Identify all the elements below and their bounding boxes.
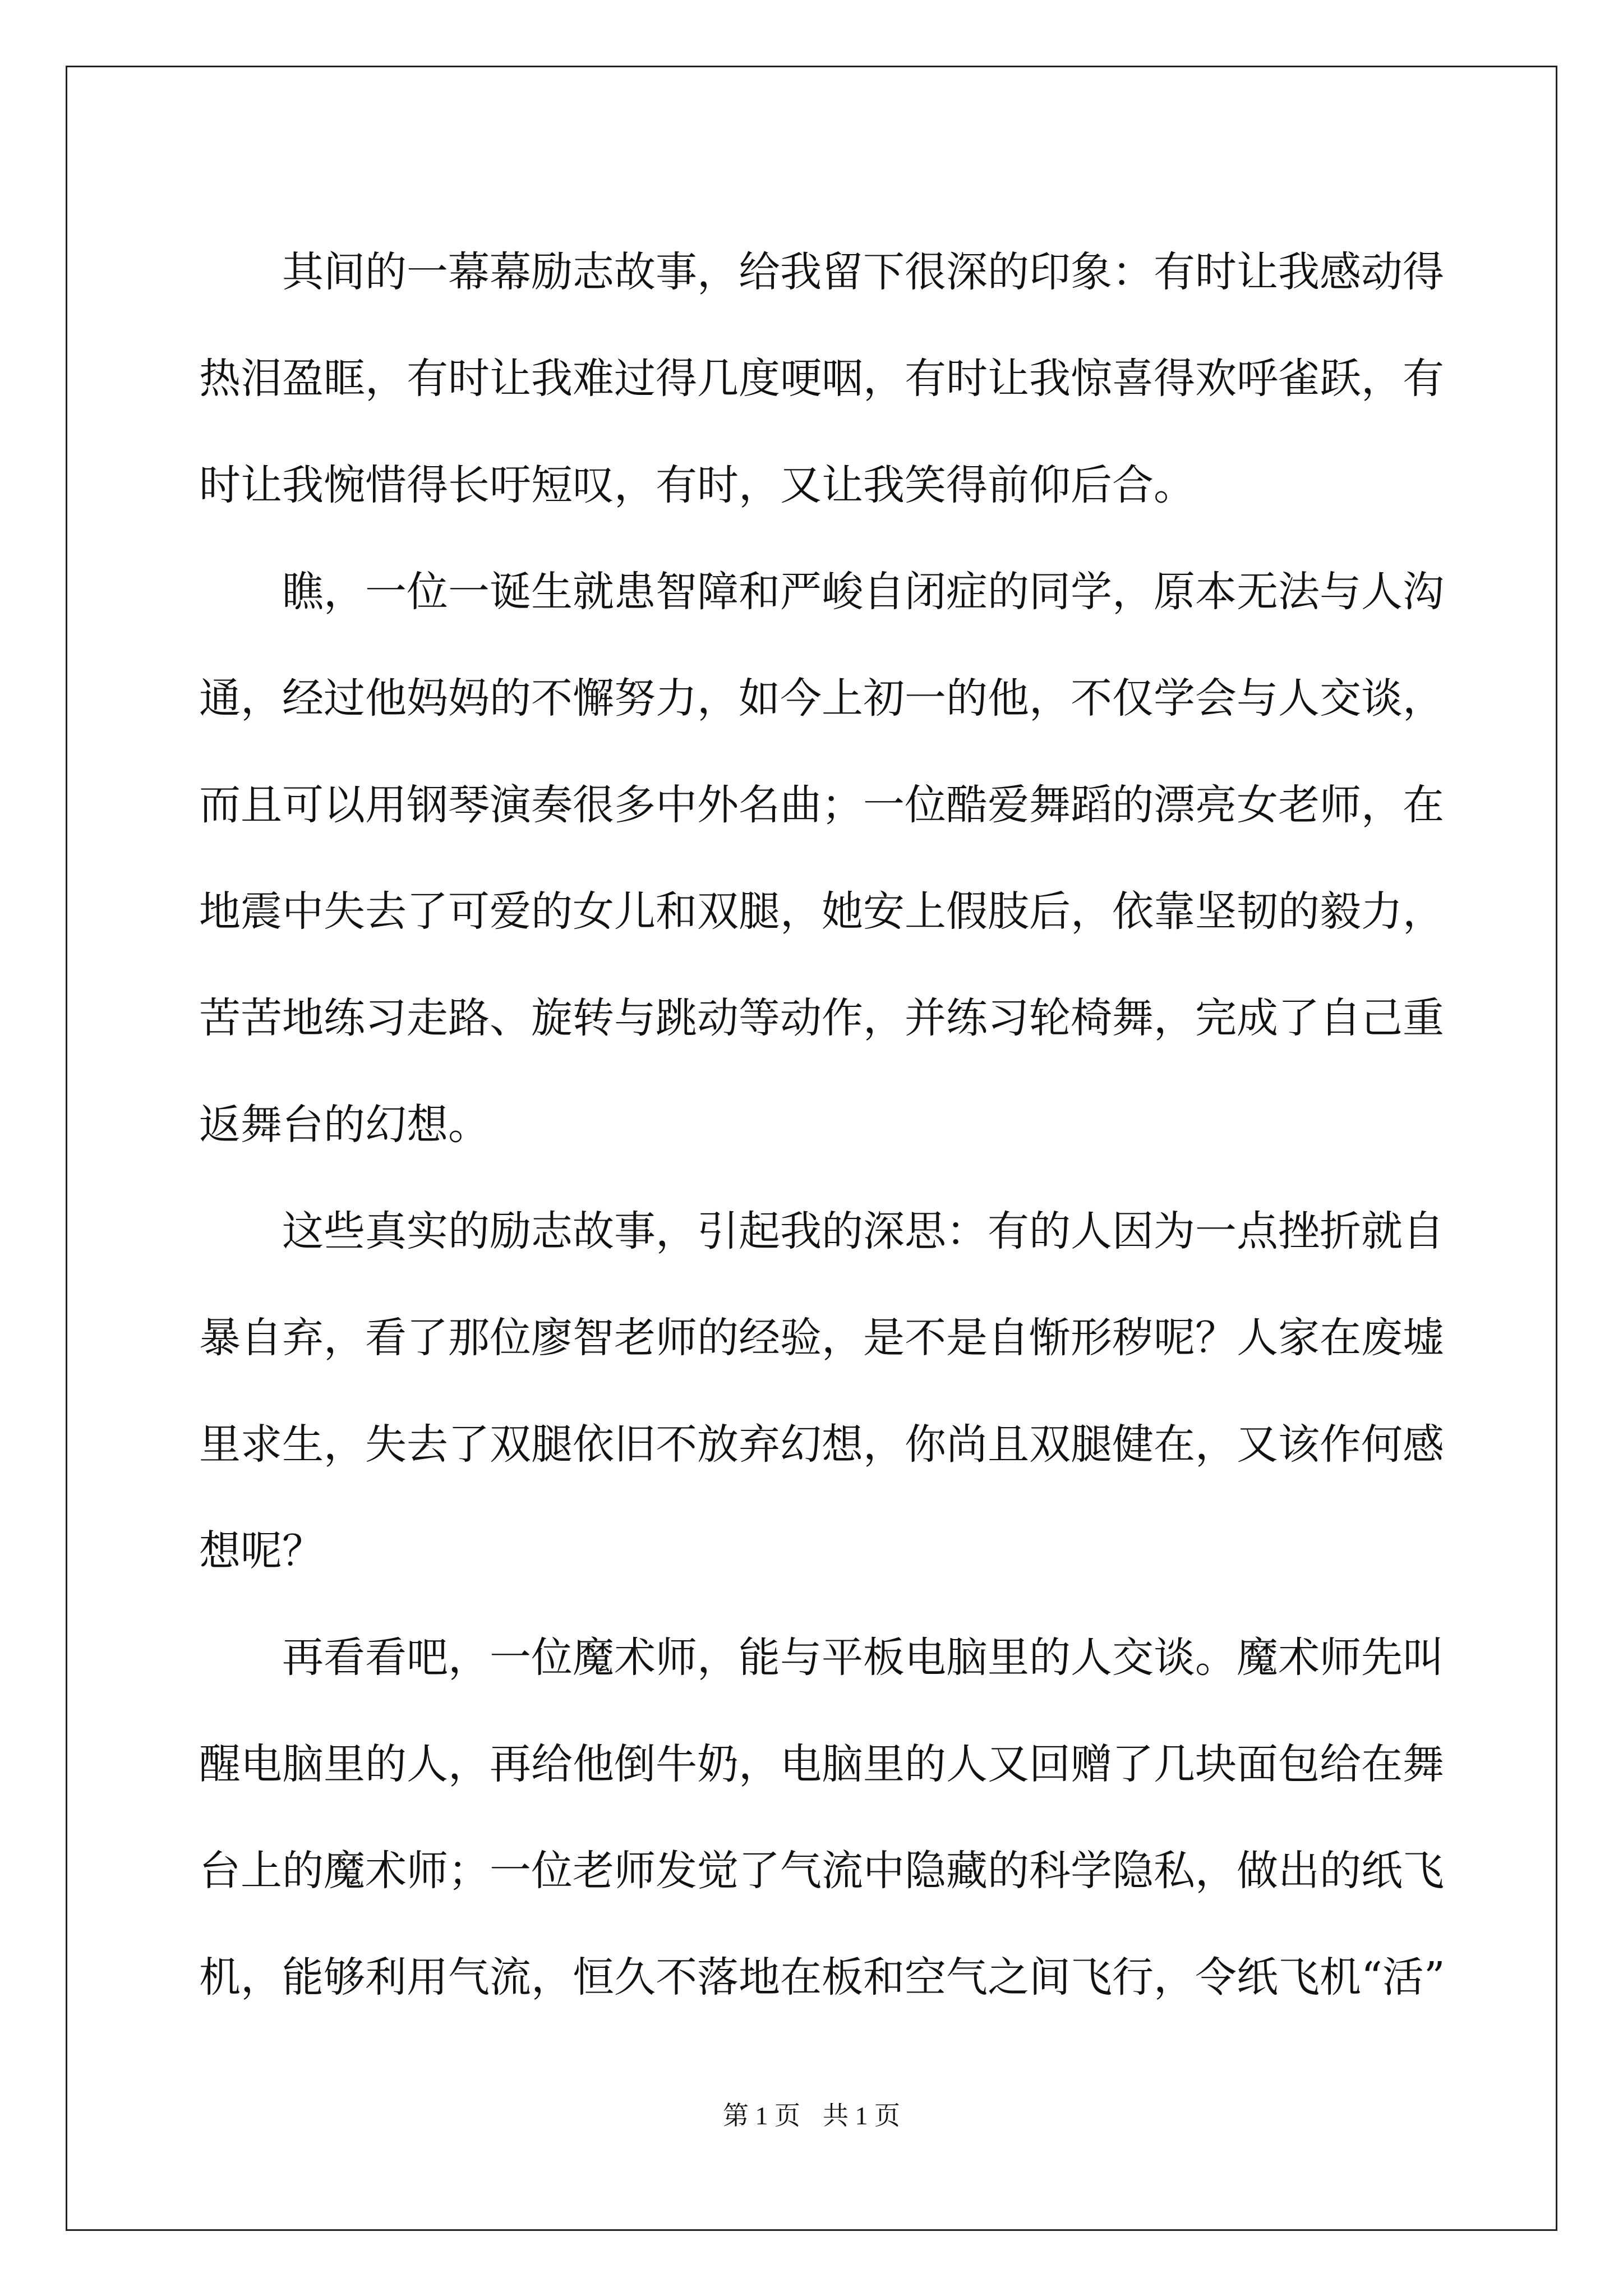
text-line: 热泪盈眶，有时让我难过得几度哽咽，有时让我惊喜得欢呼雀跃，有 [199, 355, 1444, 403]
text-line: 时让我惋惜得长吁短叹，有时，又让我笑得前仰后合。 [199, 461, 1195, 509]
text-line: 返舞台的幻想。 [199, 1101, 490, 1149]
text-line: 地震中失去了可爱的女儿和双腿，她安上假肢后，依靠坚韧的毅力， [199, 887, 1444, 936]
text-line: 醒电脑里的人，再给他倒牛奶，电脑里的人又回赠了几块面包给在舞 [199, 1740, 1444, 1788]
text-line: 而且可以用钢琴演奏很多中外名曲；一位酷爱舞蹈的漂亮女老师，在 [199, 781, 1444, 829]
page-footer [0, 2091, 1623, 2141]
text-line: 瞧，一位一诞生就患智障和严峻自闭症的同学，原本无法与人沟 [199, 568, 1444, 616]
page-number: 第 1 页 [723, 2101, 800, 2130]
text-line: 通，经过他妈妈的不懈努力，如今上初一的他，不仅学会与人交谈， [199, 674, 1444, 723]
text-line: 里求生，失去了双腿依旧不放弃幻想，你尚且双腿健在，又该作何感 [199, 1420, 1444, 1469]
text-line: 暴自弃，看了那位廖智老师的经验，是不是自惭形秽呢？人家在废墟 [199, 1314, 1444, 1362]
text-line: 苦苦地练习走路、旋转与跳动等动作，并练习轮椅舞，完成了自己重 [199, 994, 1444, 1042]
page-total: 共 1 页 [823, 2101, 900, 2130]
text-line: 其间的一幕幕励志故事，给我留下很深的印象：有时让我感动得 [199, 248, 1444, 296]
document-body [199, 219, 1445, 2031]
text-line: 想呢？ [199, 1527, 324, 1575]
text-line: 再看看吧，一位魔术师，能与平板电脑里的人交谈。魔术师先叫 [199, 1634, 1444, 1682]
text-line: 台上的魔术师；一位老师发觉了气流中隐藏的科学隐私，做出的纸飞 [199, 1847, 1444, 1895]
text-line: 机，能够利用气流，恒久不落地在板和空气之间飞行，令纸飞机“活” [199, 1953, 1445, 2001]
text-line: 这些真实的励志故事，引起我的深思：有的人因为一点挫折就自 [199, 1207, 1444, 1255]
